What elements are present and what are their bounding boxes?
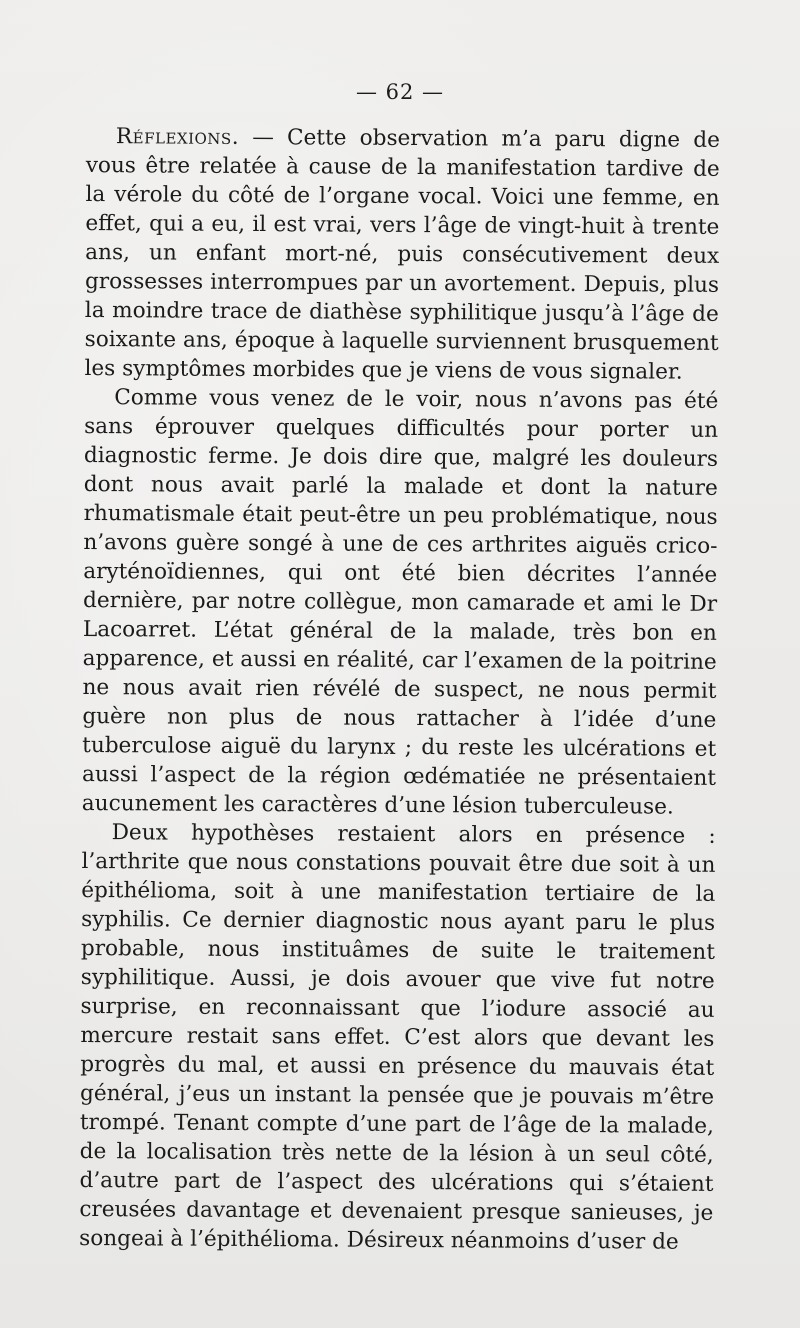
paragraph-text: — Cette observation m’a paru digne de vous être relatée à cause de la manifestation tardive de la vérole du côté de l’organe vocal. Voici une femme, en effet, qui a eu, il est vrai, vers l’âge de vingt-huit à trente ans, un enfant mort-né, puis consécutivement deux grossesses interrompues par un avortement. Depuis, plus la moindre trace de diathèse syphilitique jusqu’à l’âge de soixante ans, époque à laquelle surviennent brusquement les symptômes morbides que je viens de vous signaler. (84, 124, 720, 385)
section-lead: Réflexions. (115, 124, 240, 150)
paragraph-hypotheses: Deux hypothèses restaient alors en présence : l’arthrite que nous constations pouvait être due soit à un épithélioma, soit à une manifestation tertiaire de la syphilis. Ce dernier diagnostic nous ayant paru le plus probable, nous instituâmes de suite le traitement syphilitique. Aussi, je dois avouer que vive fut notre surprise, en reconnaissant que l’iodure associé au mercure restait sans effet. C’est alors que devant les progrès du mal, et aussi en présence du mauvais état général, j’eus un instant la pensée que je pouvais m’être trompé. Tenant compte d’une part de l’âge de la malade, de la localisation très nette de la lésion à un seul côté, d’autre part de l’aspect des ulcérations qui s’étaient creusées davantage et devenaient presque sanieuses, je songeai à l’épithélioma. Désireux néanmoins d’user de (79, 820, 716, 1255)
page-number: — 62 — (355, 80, 445, 104)
body-text (79, 122, 720, 1257)
paragraph-diagnostic: Comme vous venez de le voir, nous n’avons pas été sans éprouver quelques difficultés pour porter un diagnostic ferme. Je dois dire que, malgré les douleurs dont nous avait parlé la malade et dont la nature rhumatismale était peut-être un peu problématique, nous n’avons guère songé à une de ces arthrites aiguës crico-aryténoïdiennes, qui ont été bien décrites l’année dernière, par notre collègue, mon camarade et ami le Dr Lacoarret. L’état général de la malade, très bon en apparence, et aussi en réalité, car l’examen de la poitrine ne nous avait rien révélé de suspect, ne nous permit guère non plus de nous rattacher à l’idée d’une tuberculose aiguë du larynx ; du reste les ulcérations et aussi l’aspect de la région œdématiée ne présentaient aucunement les caractères d’une lésion tuberculeuse. (81, 385, 719, 820)
paragraph-reflexions (84, 122, 720, 387)
